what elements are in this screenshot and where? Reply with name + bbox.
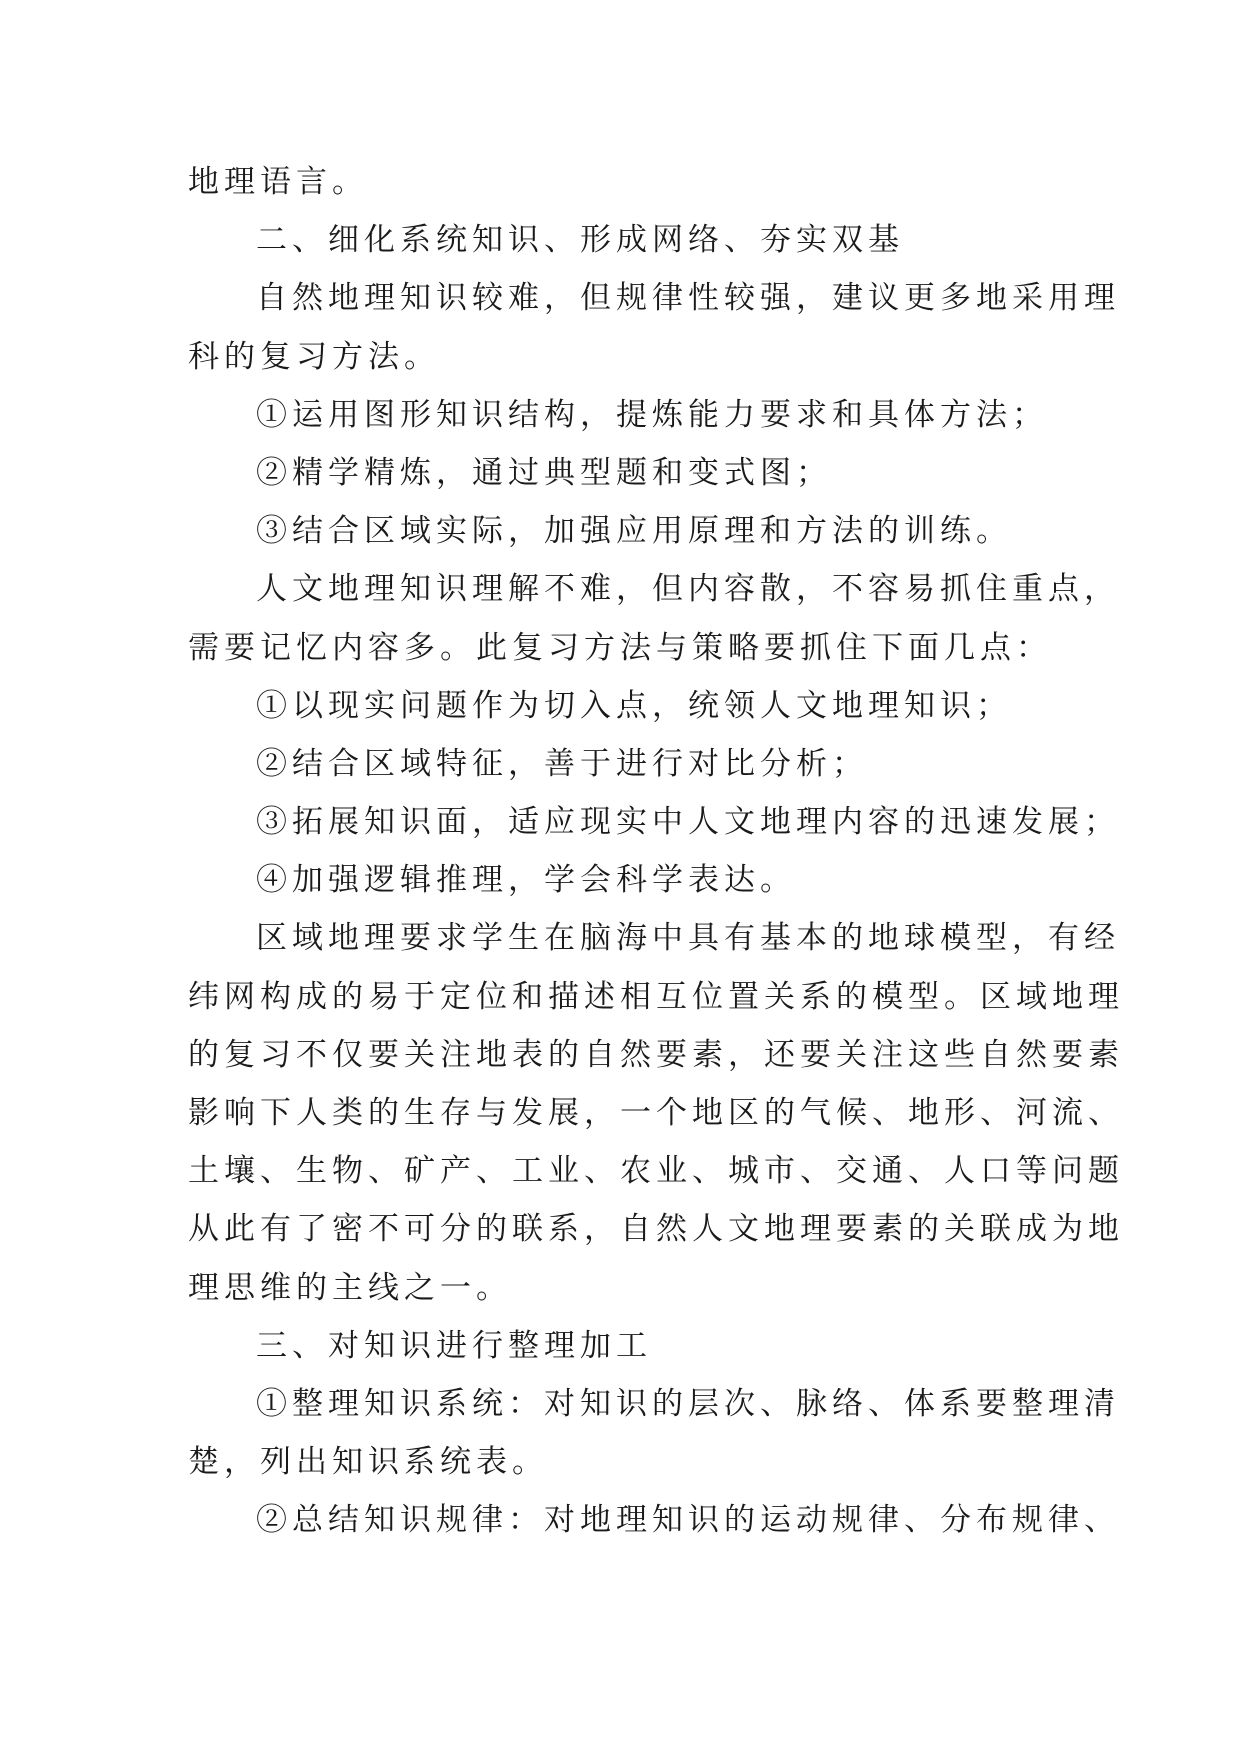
text-line: 理思维的主线之一。 xyxy=(188,1269,512,1306)
section-heading: 二、细化系统知识、形成网络、夯实双基 xyxy=(256,222,904,259)
list-item: ②结合区域特征，善于进行对比分析； xyxy=(256,745,868,782)
list-item: ①以现实问题作为切入点，统领人文地理知识； xyxy=(256,687,1012,724)
list-item: ②精学精炼，通过典型题和变式图； xyxy=(256,454,832,491)
text-line: 自然地理知识较难，但规律性较强，建议更多地采用理 xyxy=(256,280,1120,317)
text-line: 科的复习方法。 xyxy=(188,338,440,375)
list-item: ③结合区域实际，加强应用原理和方法的训练。 xyxy=(256,513,1012,550)
list-item: ①整理知识系统：对知识的层次、脉络、体系要整理清 xyxy=(256,1385,1120,1422)
list-item: ④加强逻辑推理，学会科学表达。 xyxy=(256,862,796,899)
text-line: 楚，列出知识系统表。 xyxy=(188,1444,548,1481)
text-line: 地理语言。 xyxy=(188,164,368,200)
list-item: ②总结知识规律：对地理知识的运动规律、分布规律、 xyxy=(256,1502,1120,1539)
section-heading: 三、对知识进行整理加工 xyxy=(256,1327,652,1364)
text-line: 需要记忆内容多。此复习方法与策略要抓住下面几点： xyxy=(188,629,1052,666)
text-line: 区域地理要求学生在脑海中具有基本的地球模型，有经 xyxy=(256,920,1120,957)
text-line: 影响下人类的生存与发展，一个地区的气候、地形、河流、 xyxy=(188,1095,1124,1131)
text-line: 人文地理知识理解不难，但内容散，不容易抓住重点， xyxy=(256,571,1120,608)
document-body xyxy=(188,153,1124,1550)
list-item: ①运用图形知识结构，提炼能力要求和具体方法； xyxy=(256,396,1048,433)
text-line: 土壤、生物、矿产、工业、农业、城市、交通、人口等问题 xyxy=(188,1153,1124,1190)
text-line: 从此有了密不可分的联系，自然人文地理要素的关联成为地 xyxy=(188,1211,1124,1248)
list-item: ③拓展知识面，适应现实中人文地理内容的迅速发展； xyxy=(256,804,1120,841)
text-line: 纬网构成的易于定位和描述相互位置关系的模型。区域地理 xyxy=(188,978,1124,1015)
text-line: 的复习不仅要关注地表的自然要素，还要关注这些自然要素 xyxy=(188,1036,1124,1073)
